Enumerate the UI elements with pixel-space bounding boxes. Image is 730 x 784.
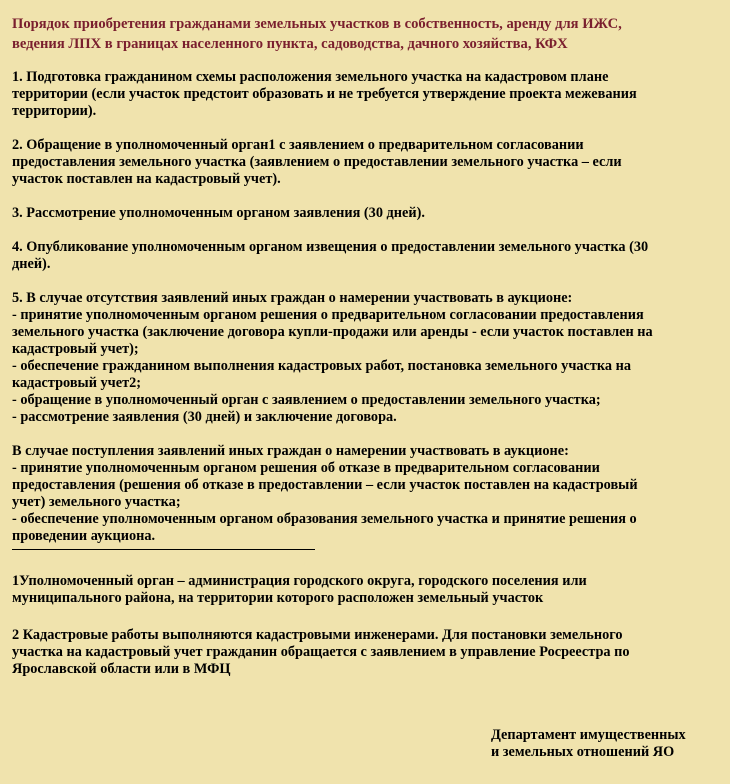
text-line: - принятие уполномоченным органом решения об отказе в предварительном согласовании [12,460,600,476]
step-3-paragraph [12,205,718,222]
text-line: - рассмотрение заявления (30 дней) и заключение договора. [12,409,397,425]
page-title-line: ведения ЛПХ в границах населенного пункта, садоводства, дачного хозяйства, КФХ [12,36,568,52]
text-line: предоставления (решения об отказе в предоставлении – если участок поставлен на кадастровый [12,477,638,493]
text-line: территории (если участок предстоит образовать и не требуется утверждение проекта межевания [12,86,637,102]
step-2-paragraph [12,137,718,188]
text-line: территории). [12,103,97,119]
text-line: В случае поступления заявлений иных граждан о намерении участвовать в аукционе: [12,443,569,459]
text-line: 2 Кадастровые работы выполняются кадастровыми инженерами. Для постановки земельного [12,627,623,643]
text-line: 1. Подготовка гражданином схемы расположения земельного участка на кадастровом плане [12,69,609,85]
text-line: - принятие уполномоченным органом решения о предварительном согласовании предоставления [12,307,644,323]
text-line: кадастровый учет); [12,341,139,357]
footnote-2 [12,627,718,678]
text-line: дней). [12,256,51,272]
text-line: - обеспечение уполномоченным органом образования земельного участка и принятие решения о [12,511,637,527]
signature-line: Департамент имущественных [491,727,686,743]
text-line: Ярославской области или в МФЦ [12,661,231,677]
signature-block [491,727,686,761]
auction-case-paragraph [12,443,718,545]
signature-line: и земельных отношений ЯО [491,744,675,760]
page-title [12,14,718,54]
text-line: предоставления земельного участка (заявлением о предоставлении земельного участка – если [12,154,622,170]
text-line: проведении аукциона. [12,528,156,544]
step-4-paragraph [12,239,718,273]
text-line: 3. Рассмотрение уполномоченным органом заявления (30 дней). [12,205,425,221]
text-line: 5. В случае отсутствия заявлений иных граждан о намерении участвовать в аукционе: [12,290,573,306]
text-line: - обеспечение гражданином выполнения кадастровых работ, постановка земельного участка на [12,358,632,374]
text-line: 4. Опубликование уполномоченным органом извещения о предоставлении земельного участка (30 [12,239,649,255]
text-line: муниципального района, на территории которого расположен земельный участок [12,590,544,606]
page-title-line: Порядок приобретения гражданами земельных участков в собственность, аренду для ИЖС, [12,16,622,32]
text-line: 2. Обращение в уполномоченный орган1 с заявлением о предварительном согласовании [12,137,584,153]
text-line: участок поставлен на кадастровый учет). [12,171,281,187]
footnote-1 [12,573,718,607]
step-1-paragraph [12,69,718,120]
text-line: - обращение в уполномоченный орган с заявлением о предоставлении земельного участка; [12,392,601,408]
text-line: участка на кадастровый учет гражданин обращается с заявлением в управление Росреестра по [12,644,630,660]
text-line: 1Уполномоченный орган – администрация городского округа, городского поселения или [12,573,587,589]
step-5-paragraph [12,290,718,426]
text-line: кадастровый учет2; [12,375,142,391]
text-line: земельного участка (заключение договора купли-продажи или аренды - если участок поставлен на [12,324,653,340]
footnote-divider [12,549,315,550]
text-line: учет) земельного участка; [12,494,181,510]
